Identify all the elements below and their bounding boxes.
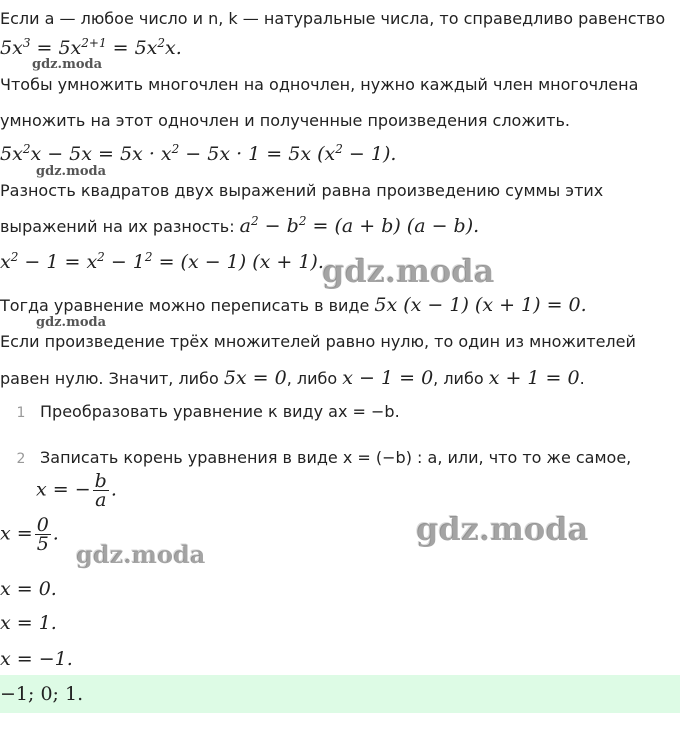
fraction-numerator: b bbox=[94, 470, 107, 492]
result-line-1: x = 0. bbox=[0, 578, 57, 600]
fraction-line bbox=[0, 516, 59, 553]
step-2-formula bbox=[36, 472, 117, 509]
text-line-4: умножить на этот одночлен и полученные произведения сложить. bbox=[0, 111, 570, 130]
result-line-2: x = 1. bbox=[0, 612, 57, 634]
text-line-7: выражений на их разность: $a^2 - b^2 = (a + b) (a - b)$. bbox=[0, 214, 480, 237]
step-number: 2 bbox=[16, 451, 26, 467]
watermark: gdz.moda bbox=[36, 164, 107, 179]
formula-lhs: x = − bbox=[36, 478, 91, 501]
fraction-denominator: 5 bbox=[36, 533, 49, 555]
answer-box bbox=[0, 675, 680, 713]
step-text: Преобразовать уравнение к виду ax = −b. bbox=[40, 402, 400, 421]
formula-lhs: x = bbox=[0, 522, 33, 545]
fraction bbox=[93, 472, 109, 509]
step-1 bbox=[10, 401, 400, 424]
step-number: 1 bbox=[16, 405, 26, 421]
answer-text: −1; 0; 1. bbox=[0, 683, 84, 705]
fraction-numerator: 0 bbox=[36, 514, 49, 536]
formula-tail: . bbox=[110, 478, 117, 501]
text-line-9: Тогда уравнение можно переписать в виде 5x (x − 1) (x + 1) = 0. bbox=[0, 294, 587, 316]
formula-line-8: $x^2 - 1 = x^2 - 1^2 = (x - 1) (x + 1)$. bbox=[0, 250, 324, 273]
fraction bbox=[35, 516, 51, 553]
step-text: Записать корень уравнения в виде x = (−b) : a, или, что то же самое, bbox=[40, 448, 632, 467]
text-line-10: Если произведение трёх множителей равно нулю, то один из множителей bbox=[0, 332, 636, 351]
watermark: gdz.moda bbox=[36, 315, 107, 330]
text-line-3: Чтобы умножить многочлен на одночлен, нужно каждый член многочлена bbox=[0, 75, 639, 94]
text-line-11: равен нулю. Значит, либо 5x = 0, либо x − 1 = 0, либо x + 1 = 0. bbox=[0, 367, 585, 389]
step-2 bbox=[10, 447, 631, 470]
watermark: gdz.moda bbox=[322, 252, 495, 290]
fraction-denominator: a bbox=[95, 489, 107, 511]
formula-line-5: $5x^2x - 5x = 5x \cdot x^2 - 5x \cdot 1 = 5x$ $(x^2 - 1)$. bbox=[0, 142, 397, 165]
formula-line-2: $5x^3 = 5x^{2+1} = 5x^2x$. bbox=[0, 36, 182, 59]
result-line-3: x = −1. bbox=[0, 648, 73, 670]
text-line-6: Разность квадратов двух выражений равна произведению суммы этих bbox=[0, 181, 604, 200]
formula-tail: . bbox=[52, 522, 59, 545]
watermark: gdz.moda bbox=[76, 540, 206, 569]
watermark: gdz.moda bbox=[416, 510, 589, 548]
text-line-1: Если a — любое число и n, k — натуральные числа, то справедливо равенство bbox=[0, 9, 666, 28]
watermark: gdz.moda bbox=[32, 57, 103, 72]
